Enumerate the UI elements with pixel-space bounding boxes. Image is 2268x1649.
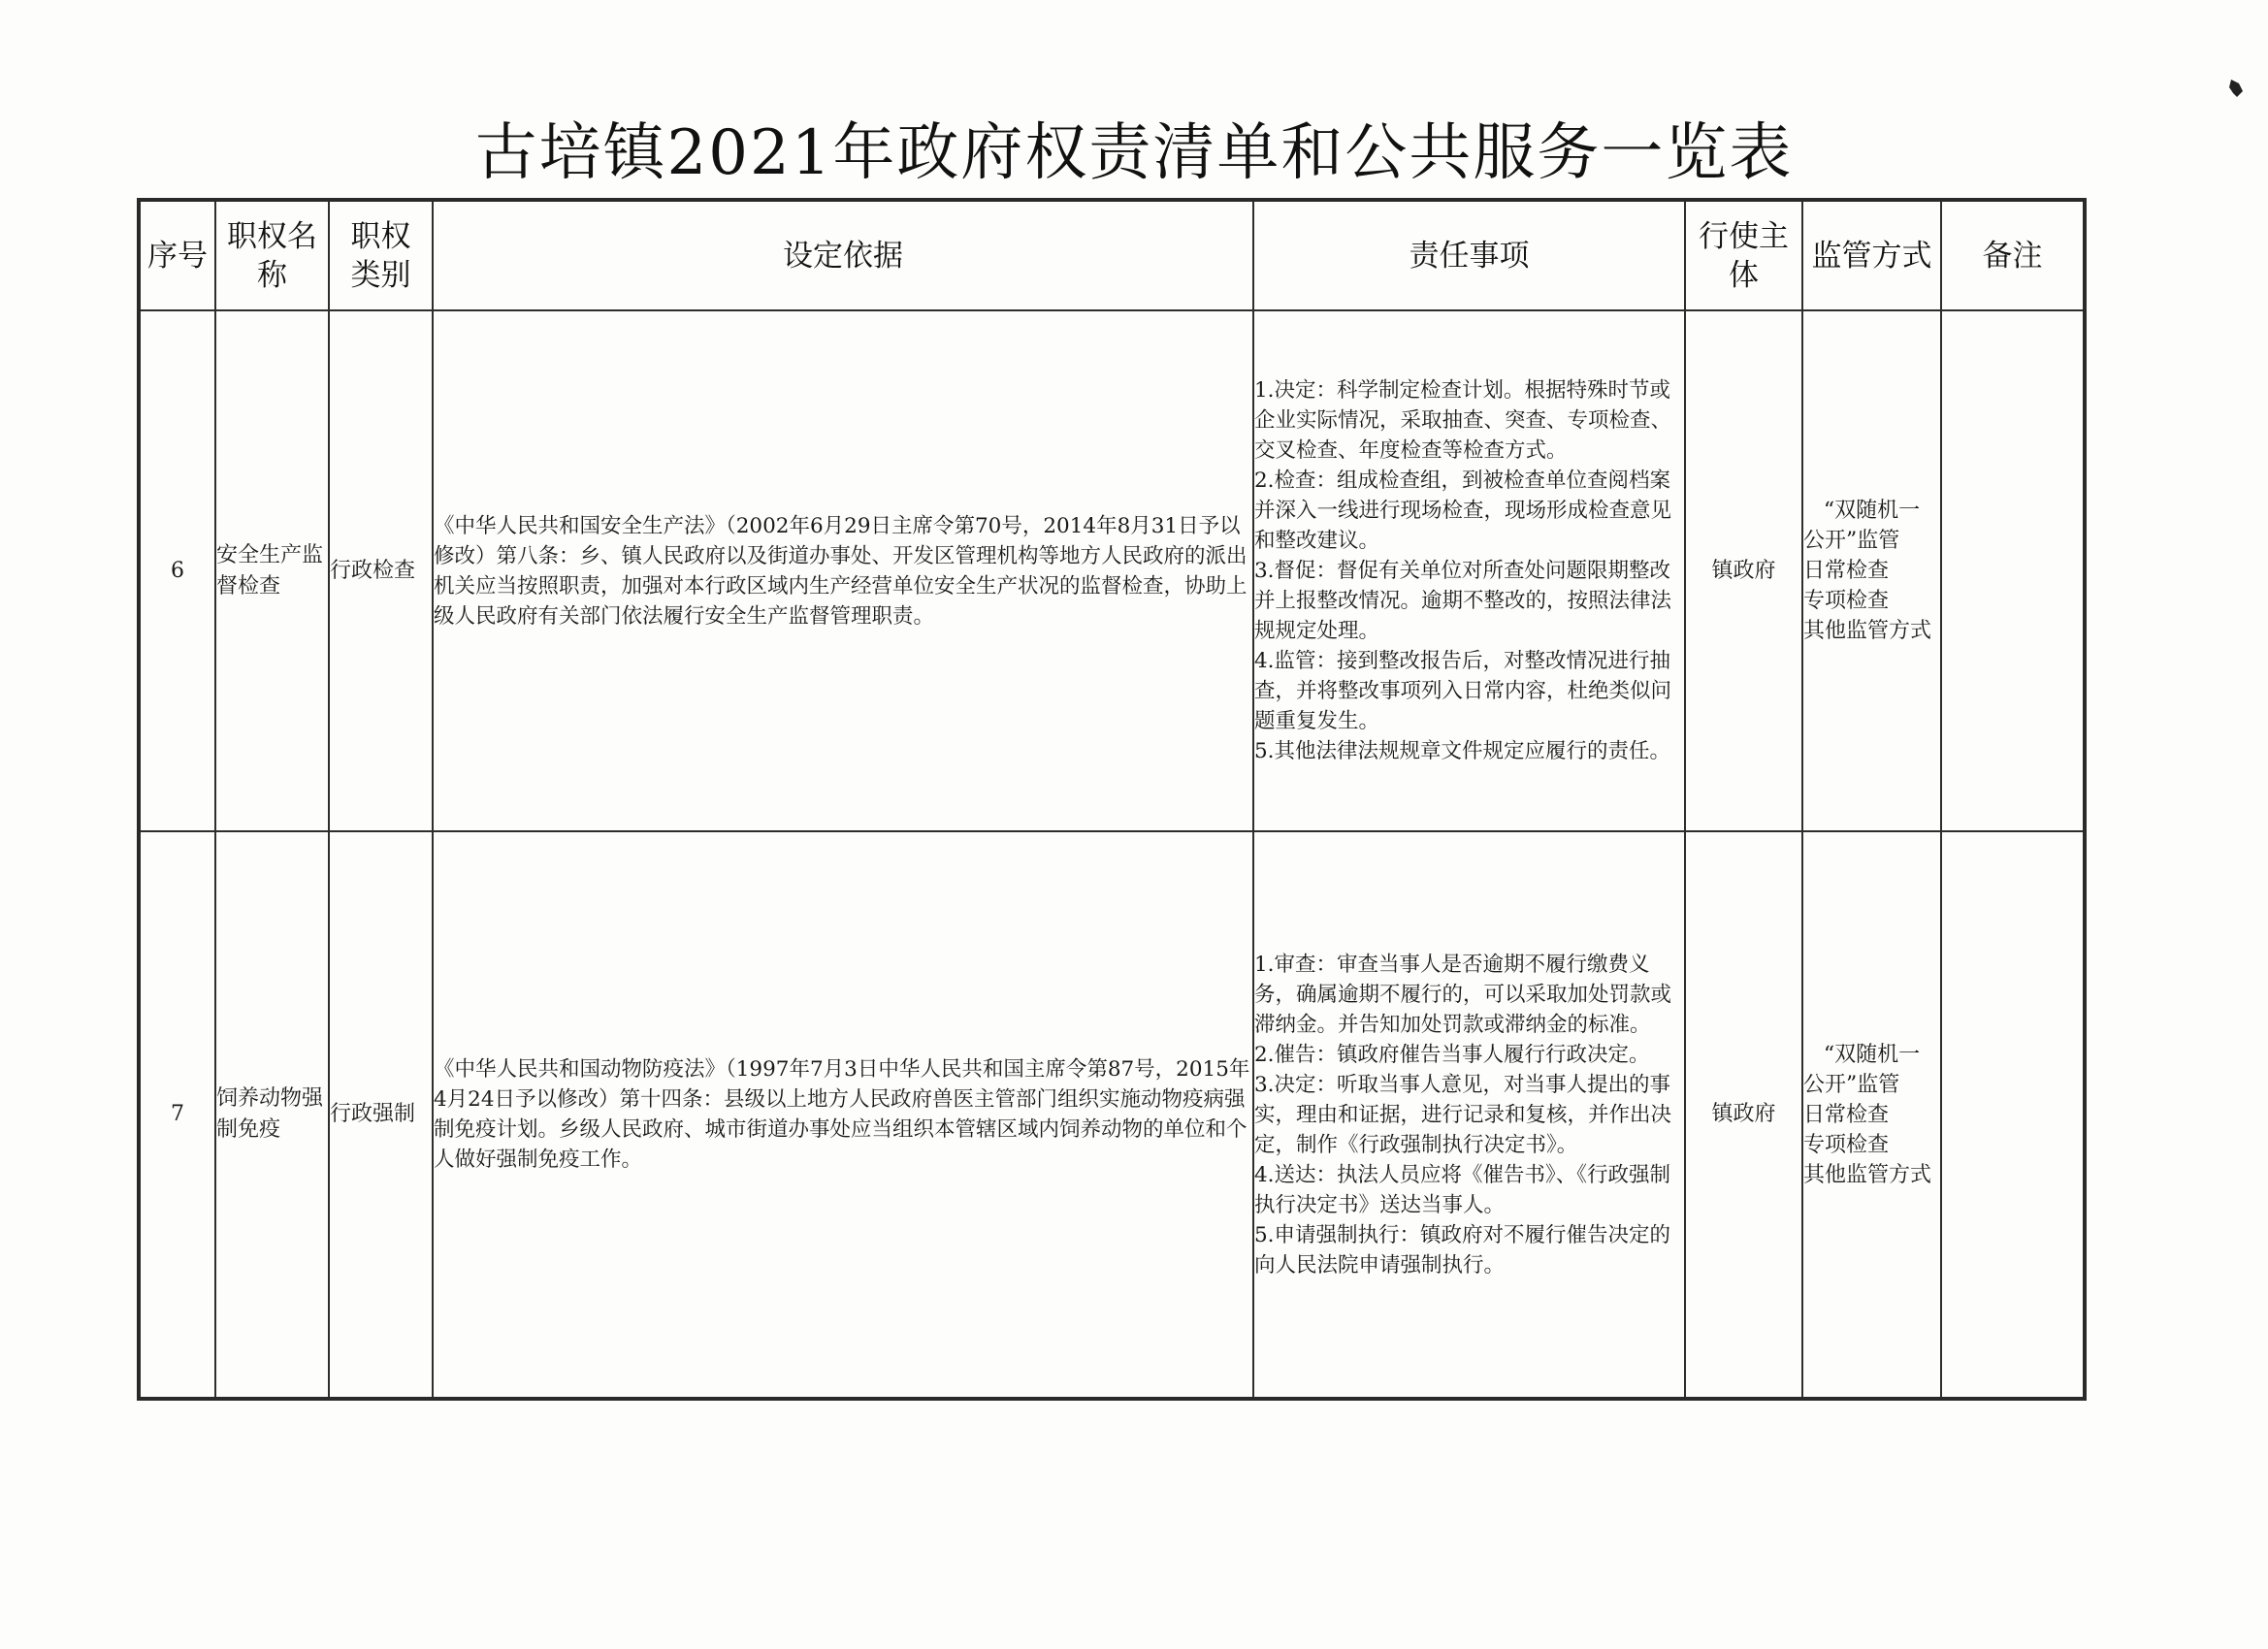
supervision-line: 其他监管方式 — [1803, 1162, 1932, 1187]
header-seq: 序号 — [139, 200, 215, 310]
table-row — [139, 831, 2085, 1399]
header-legal-basis: 设定依据 — [433, 200, 1253, 310]
cell-responsibilities — [1253, 310, 1685, 831]
responsibility-item: 1.审查：审查当事人是否逾期不履行缴费义务，确属逾期不履行的，可以采取加处罚款或滞纳金。并告知加处罚款或滞纳金的标准。 — [1254, 952, 1672, 1037]
page-title: 古培镇2021年政府权责清单和公共服务一览表 — [474, 117, 1794, 189]
header-notes: 备注 — [1941, 200, 2085, 310]
cell-power-name: 安全生产监督检查 — [215, 310, 329, 831]
supervision-line: 其他监管方式 — [1803, 619, 1932, 643]
header-executing-subject-line2: 体 — [1729, 257, 1759, 293]
header-executing-subject-line1: 行使主 — [1699, 218, 1789, 254]
cell-power-type: 行政检查 — [329, 310, 433, 831]
supervision-line: 公开”监管 — [1803, 1072, 1900, 1097]
cell-notes — [1941, 831, 2085, 1399]
supervision-line: 公开”监管 — [1803, 529, 1900, 553]
responsibility-item: 4.监管：接到整改报告后，对整改情况进行抽查，并将整改事项列入日常内容，杜绝类似问题重复发生。 — [1254, 649, 1672, 733]
header-power-type — [329, 200, 433, 310]
cell-power-type: 行政强制 — [329, 831, 433, 1399]
table-header-row — [139, 200, 2085, 310]
cell-seq: 6 — [139, 310, 215, 831]
cell-executing-subject: 镇政府 — [1685, 310, 1802, 831]
cell-supervision — [1802, 831, 1941, 1399]
legal-basis-text: 《中华人民共和国动物防疫法》（1997年7月3日中华人民共和国主席令第87号，2015年4月24日予以修改）第十四条：县级以上地方人民政府兽医主管部门组织实施动物疫病强制免疫计划。乡级人民政府、城市街道办事处应当组织本管辖区域内饲养动物的单位和个人做好强制免疫工作。 — [434, 1057, 1250, 1172]
header-power-name-line2: 称 — [257, 257, 287, 293]
header-power-type-line2: 类别 — [350, 257, 411, 293]
header-supervision: 监管方式 — [1802, 200, 1941, 310]
cell-legal-basis — [433, 831, 1253, 1399]
supervision-line: 专项检查 — [1803, 589, 1890, 613]
responsibility-item: 1.决定：科学制定检查计划。根据特殊时节或企业实际情况，采取抽查、突查、专项检查、交叉检查、年度检查等检查方式。 — [1254, 378, 1672, 463]
cell-responsibilities — [1253, 831, 1685, 1399]
power-list-table — [137, 198, 2087, 1401]
supervision-line: 日常检查 — [1803, 1102, 1890, 1127]
header-responsibilities: 责任事项 — [1253, 200, 1685, 310]
cell-power-name: 饲养动物强制免疫 — [215, 831, 329, 1399]
responsibility-item: 4.送达：执法人员应将《催告书》、《行政强制执行决定书》送达当事人。 — [1254, 1162, 1671, 1217]
cell-supervision — [1802, 310, 1941, 831]
supervision-line: 专项检查 — [1803, 1132, 1890, 1157]
cell-executing-subject: 镇政府 — [1685, 831, 1802, 1399]
responsibility-item: 5.其他法律法规规章文件规定应履行的责任。 — [1254, 739, 1671, 763]
responsibility-item: 2.检查：组成检查组，到被检查单位查阅档案并深入一线进行现场检查，现场形成检查意见和整改建议。 — [1254, 469, 1672, 553]
cell-seq: 7 — [139, 831, 215, 1399]
supervision-line: 日常检查 — [1803, 559, 1890, 583]
header-power-name — [215, 200, 329, 310]
cell-notes — [1941, 310, 2085, 831]
table-row — [139, 310, 2085, 831]
responsibility-item: 2.催告：镇政府催告当事人履行行政决定。 — [1254, 1042, 1650, 1067]
legal-basis-text: 《中华人民共和国安全生产法》（2002年6月29日主席令第70号，2014年8月31日予以修改）第八条：乡、镇人民政府以及街道办事处、开发区管理机构等地方人民政府的派出机关应当按照职责，加强对本行政区域内生产经营单位安全生产状况的监督检查，协助上级人民政府有关部门依法履行安全生产监督管理职责。 — [434, 513, 1247, 629]
header-executing-subject — [1685, 200, 1802, 310]
supervision-line: “双随机一 — [1823, 499, 1921, 523]
supervision-line: “双随机一 — [1823, 1042, 1921, 1067]
header-power-name-line1: 职权名 — [227, 218, 317, 254]
scan-speck-mark — [2227, 78, 2245, 99]
responsibility-item: 3.决定：听取当事人意见，对当事人提出的事实，理由和证据，进行记录和复核，并作出决定，制作《行政强制执行决定书》。 — [1254, 1072, 1672, 1157]
responsibility-item: 5.申请强制执行：镇政府对不履行催告决定的向人民法院申请强制执行。 — [1254, 1222, 1671, 1277]
header-power-type-line1: 职权 — [350, 218, 411, 254]
cell-legal-basis — [433, 310, 1253, 831]
responsibility-item: 3.督促：督促有关单位对所查处问题限期整改并上报整改情况。逾期不整改的，按照法律法规规定处理。 — [1254, 559, 1672, 643]
